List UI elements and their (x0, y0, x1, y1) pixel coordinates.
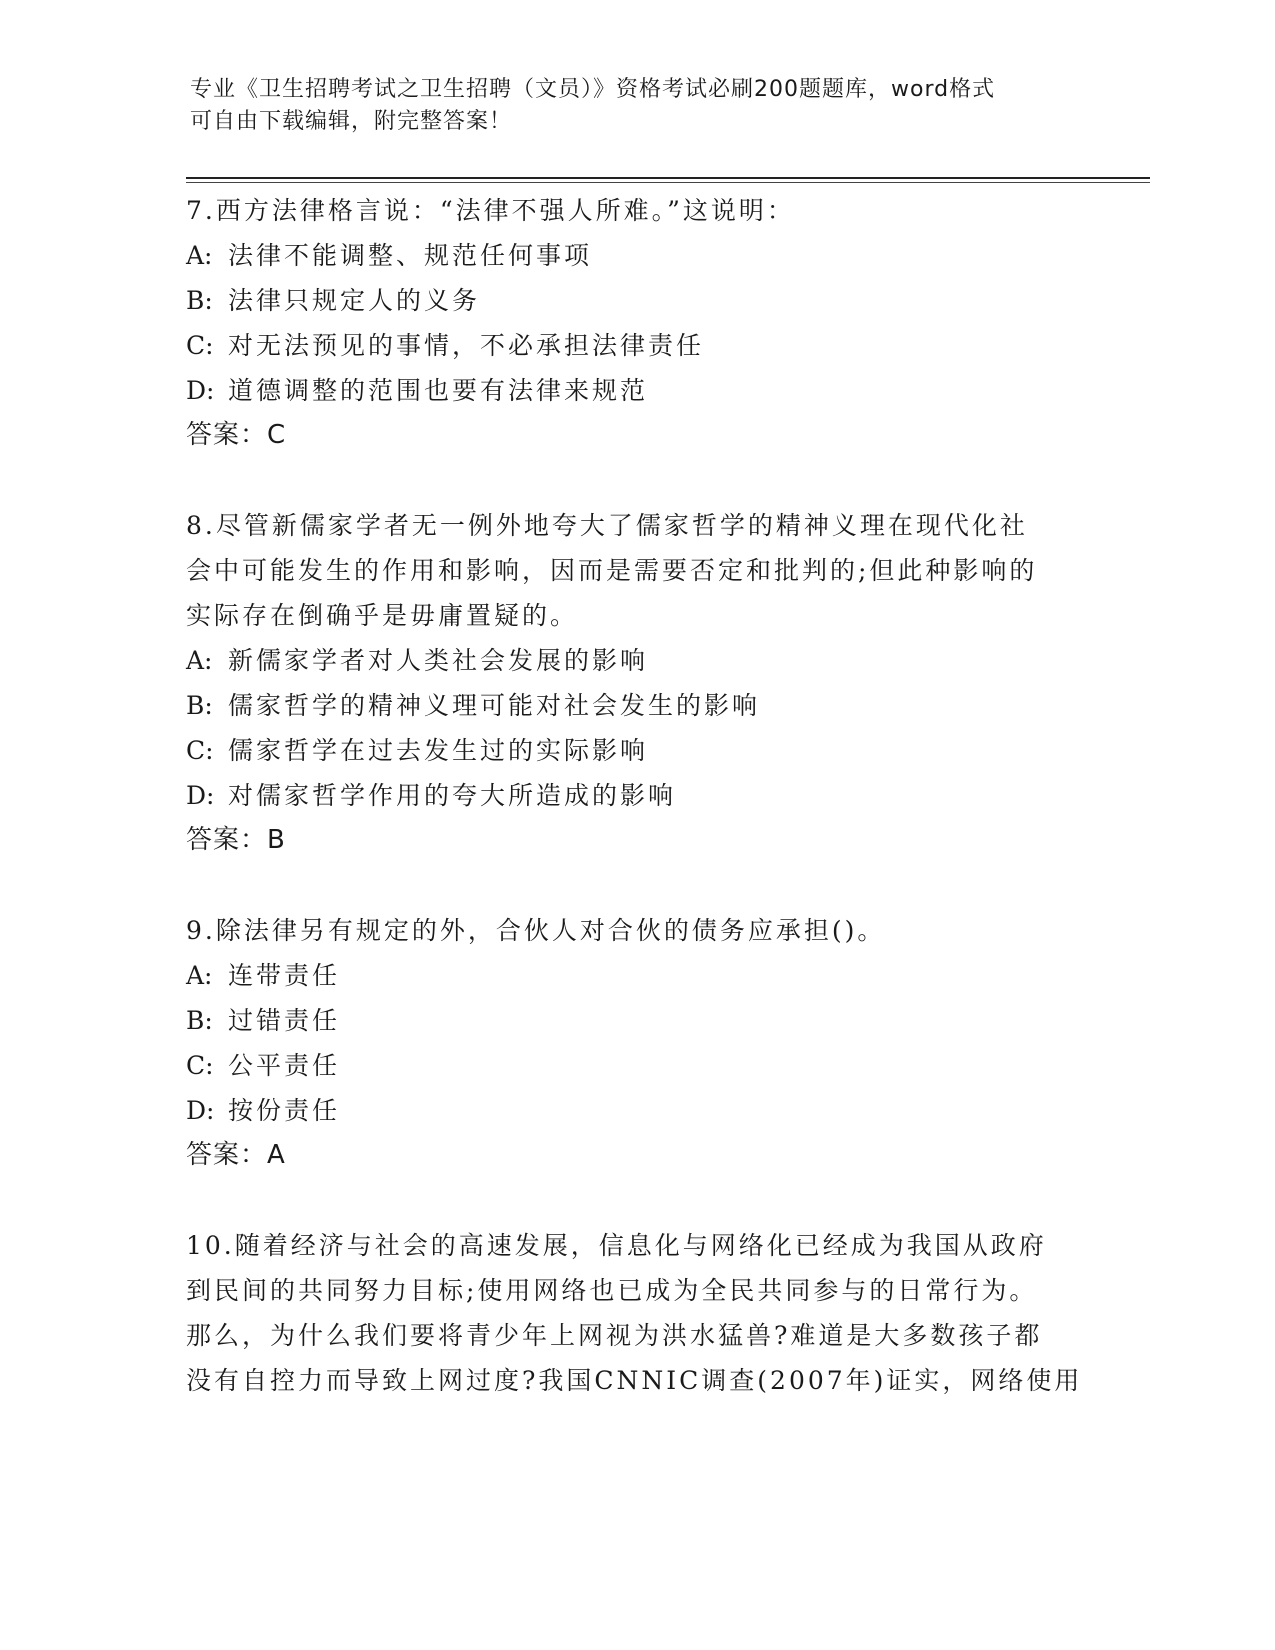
header-line-2: 可自由下载编辑，附完整答案！ (190, 109, 513, 134)
question-item (186, 908, 1086, 1178)
option-letter: B: (186, 286, 213, 315)
option-text: 新儒家学者对人类社会发展的影响 (228, 646, 649, 675)
option-d (186, 773, 1086, 818)
option-text: 儒家哲学在过去发生过的实际影响 (228, 736, 649, 765)
option-letter: C: (186, 1051, 214, 1080)
question-text: 10.随着经济与社会的高速发展，信息化与网络化已经成为我国从政府 (186, 1231, 1047, 1260)
option-text: 连带责任 (228, 961, 341, 990)
document-header (190, 74, 1070, 138)
header-divider-thick (186, 177, 1150, 179)
option-text: 对儒家哲学作用的夸大所造成的影响 (228, 781, 677, 810)
question-text: 没有自控力而导致上网过度?我国CNNIC调查(2007年)证实，网络使用 (186, 1366, 1083, 1395)
option-letter: A: (186, 241, 213, 270)
option-text: 道德调整的范围也要有法律来规范 (228, 376, 649, 405)
question-item (186, 503, 1086, 863)
option-c (186, 1043, 1086, 1088)
option-text: 公平责任 (228, 1051, 341, 1080)
answer-line: 答案：C (186, 420, 287, 450)
question-list (186, 188, 1086, 1403)
question-text: 8.尽管新儒家学者无一例外地夸大了儒家哲学的精神义理在现代化社 (186, 511, 1028, 540)
option-d (186, 1088, 1086, 1133)
option-text: 按份责任 (228, 1096, 341, 1125)
option-text: 法律只规定人的义务 (228, 286, 481, 315)
option-letter: D: (186, 376, 215, 405)
option-a (186, 638, 1086, 683)
question-item (186, 188, 1086, 458)
answer-line: 答案：A (186, 1140, 286, 1170)
question-text: 到民间的共同努力目标;使用网络也已成为全民共同参与的日常行为。 (186, 1276, 1038, 1305)
option-letter: D: (186, 781, 215, 810)
option-d (186, 368, 1086, 413)
option-text: 法律不能调整、规范任何事项 (228, 241, 593, 270)
question-text: 实际存在倒确乎是毋庸置疑的。 (186, 601, 579, 630)
question-text: 会中可能发生的作用和影响，因而是需要否定和批判的;但此种影响的 (186, 556, 1038, 585)
option-b (186, 278, 1086, 323)
question-text: 9.除法律另有规定的外，合伙人对合伙的债务应承担()。 (186, 916, 886, 945)
question-text: 7.西方法律格言说：“法律不强人所难。”这说明： (186, 196, 795, 225)
option-a (186, 233, 1086, 278)
option-letter: C: (186, 736, 214, 765)
option-c (186, 323, 1086, 368)
option-text: 儒家哲学的精神义理可能对社会发生的影响 (228, 691, 761, 720)
header-divider-thin (186, 182, 1150, 183)
question-item (186, 1223, 1086, 1403)
option-text: 对无法预见的事情，不必承担法律责任 (228, 331, 705, 360)
option-letter: D: (186, 1096, 215, 1125)
option-letter: B: (186, 691, 213, 720)
answer-line: 答案：B (186, 825, 286, 855)
option-letter: C: (186, 331, 214, 360)
question-text: 那么，为什么我们要将青少年上网视为洪水猛兽?难道是大多数孩子都 (186, 1321, 1043, 1350)
option-letter: B: (186, 1006, 213, 1035)
option-a (186, 953, 1086, 998)
option-text: 过错责任 (228, 1006, 341, 1035)
header-line-1: 专业《卫生招聘考试之卫生招聘（文员）》资格考试必刷200题题库，word格式 (190, 77, 996, 102)
option-b (186, 998, 1086, 1043)
option-c (186, 728, 1086, 773)
option-letter: A: (186, 961, 213, 990)
option-letter: A: (186, 646, 213, 675)
option-b (186, 683, 1086, 728)
